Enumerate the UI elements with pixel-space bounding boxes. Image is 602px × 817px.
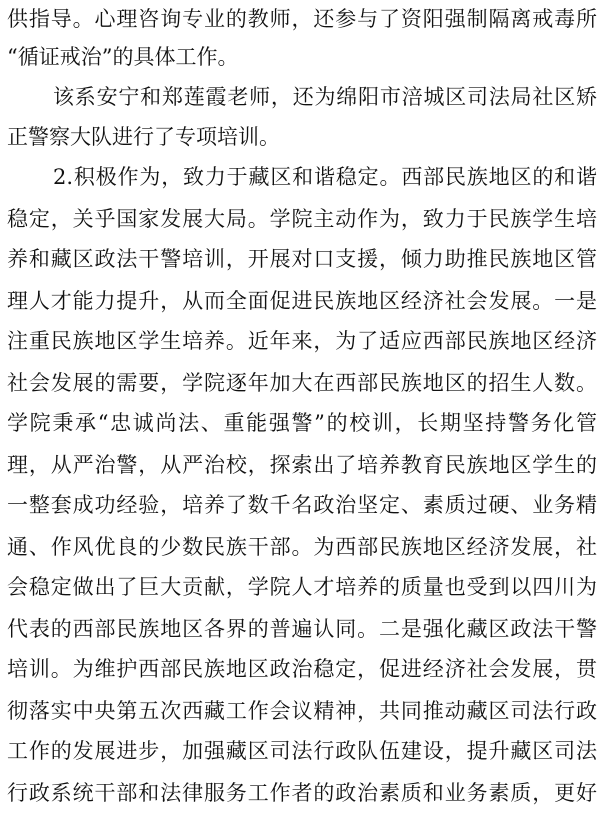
text-line-17: 培训。为维护西部民族地区政治稳定，促进经济社会发展，贯 bbox=[7, 657, 597, 681]
text-line-13: 一整套成功经验，培养了数千名政治坚定、素质过硬、业务精 bbox=[7, 493, 597, 517]
text-line-6: 稳定，关乎国家发展大局。学院主动作为，致力于民族学生培 bbox=[7, 207, 597, 231]
text-line-20: 行政系统干部和法律服务工作者的政治素质和业务素质，更好 bbox=[7, 781, 597, 805]
text-line-2: “循证戒治”的具体工作。 bbox=[7, 45, 239, 69]
text-line-7: 养和藏区政法干警培训，开展对口支援，倾力助推民族地区管 bbox=[7, 247, 597, 271]
text-line-9: 注重民族地区学生培养。近年来，为了适应西部民族地区经济 bbox=[7, 329, 597, 353]
text-line-15: 会稳定做出了巨大贡献，学院人才培养的质量也受到以四川为 bbox=[7, 575, 597, 599]
text-line-1: 供指导。心理咨询专业的教师，还参与了资阳强制隔离戒毒所 bbox=[7, 7, 597, 31]
text-line-3: 该系安宁和郑莲霞老师，还为绵阳市涪城区司法局社区矫 bbox=[53, 85, 597, 109]
text-line-4: 正警察大队进行了专项培训。 bbox=[7, 125, 280, 149]
text-line-19: 工作的发展进步，加强藏区司法行政队伍建设，提升藏区司法 bbox=[7, 739, 597, 763]
text-line-18: 彻落实中央第五次西藏工作会议精神，共同推动藏区司法行政 bbox=[7, 699, 597, 723]
text-line-5: 2.积极作为，致力于藏区和谐稳定。西部民族地区的和谐 bbox=[53, 165, 597, 189]
text-line-12: 理，从严治警，从严治校，探索出了培养教育民族地区学生的 bbox=[7, 453, 597, 477]
text-line-10: 社会发展的需要，学院逐年加大在西部民族地区的招生人数。 bbox=[7, 371, 597, 395]
text-line-11: 学院秉承“忠诚尚法、重能强警”的校训，长期坚持警务化管 bbox=[7, 411, 597, 435]
text-line-8: 理人才能力提升，从而全面促进民族地区经济社会发展。一是 bbox=[7, 289, 597, 313]
text-line-16: 代表的西部民族地区各界的普遍认同。二是强化藏区政法干警 bbox=[7, 617, 597, 641]
text-line-14: 通、作风优良的少数民族干部。为西部民族地区经济发展，社 bbox=[7, 535, 597, 559]
